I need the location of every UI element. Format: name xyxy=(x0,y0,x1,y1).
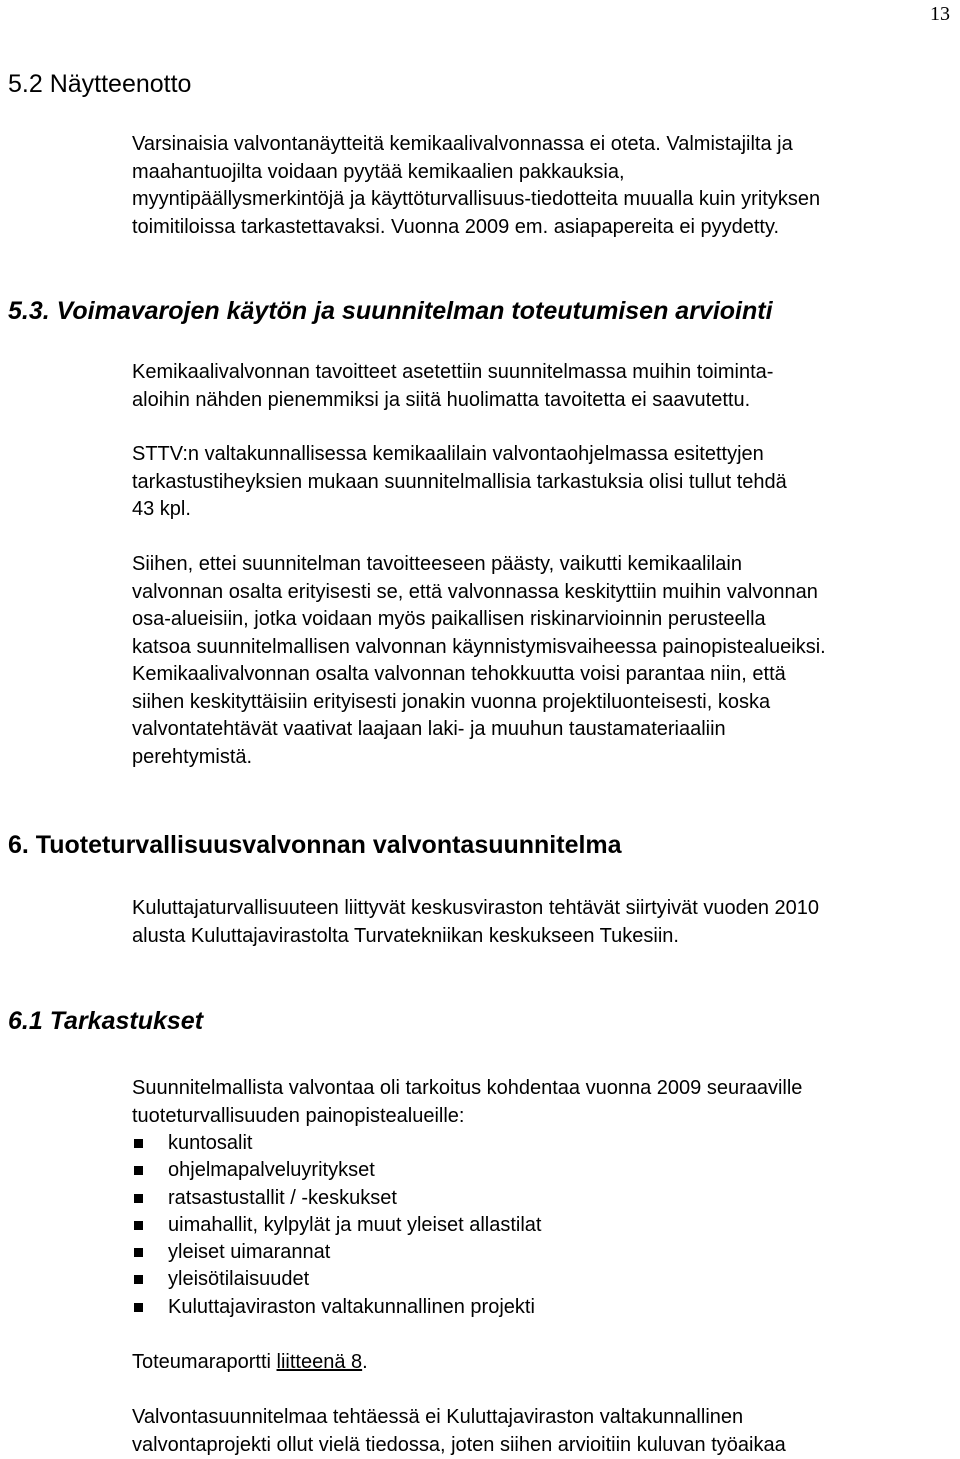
section-5-3-paragraph-2 xyxy=(132,441,954,524)
section-6-1-closing xyxy=(132,1404,954,1459)
text-line: maahantuojilta voidaan pyytää kemikaalien pakkauksia, xyxy=(132,160,625,183)
text-line: valvontatehtävät vaativat laajaan laki- ja muuhun taustamateriaaliin xyxy=(132,718,726,740)
list-item xyxy=(132,1157,542,1184)
list-item xyxy=(132,1212,542,1239)
text-line: Siihen, ettei suunnitelman tavoitteeseen päästy, vaikutti kemikaalilain xyxy=(132,553,742,575)
list-item-text: Kuluttajaviraston valtakunnallinen projekti xyxy=(168,1295,535,1318)
section-heading-6: 6. Tuoteturvallisuusvalvonnan valvontasuunnitelma xyxy=(8,831,622,859)
square-bullet-icon xyxy=(134,1303,143,1312)
report-prefix: Toteumaraportti xyxy=(132,1351,277,1373)
list-item xyxy=(132,1294,542,1321)
text-line: katsoa suunnitelmallisen valvonnan käynnistymisvaiheessa painopistealueiksi. xyxy=(132,635,826,658)
list-item xyxy=(132,1266,542,1293)
text-line: STTV:n valtakunnallisessa kemikaalilain valvontaohjelmassa esitettyjen xyxy=(132,443,764,465)
text-line: tuoteturvallisuuden painopistealueille: xyxy=(132,1104,465,1127)
square-bullet-icon xyxy=(134,1275,143,1284)
square-bullet-icon xyxy=(134,1139,143,1148)
text-line: Kuluttajaturvallisuuteen liittyvät keskusviraston tehtävät siirtyivät vuoden 2010 xyxy=(132,897,820,919)
list-item xyxy=(132,1185,542,1212)
text-line: Suunnitelmallista valvontaa oli tarkoitus kohdentaa vuonna 2009 seuraaville xyxy=(132,1077,803,1099)
list-item-text: ratsastustallit / -keskukset xyxy=(168,1186,397,1209)
square-bullet-icon xyxy=(134,1221,143,1230)
section-heading-5-3: 5.3. Voimavarojen käytön ja suunnitelman toteutumisen arviointi xyxy=(8,297,773,325)
focus-area-list xyxy=(132,1130,542,1321)
section-6-1-intro xyxy=(132,1075,954,1130)
square-bullet-icon xyxy=(134,1166,143,1175)
square-bullet-icon xyxy=(134,1248,143,1257)
text-line: Valvontasuunnitelmaa tehtäessä ei Kuluttajaviraston valtakunnallinen xyxy=(132,1406,744,1428)
appendix-link[interactable]: liitteenä 8 xyxy=(276,1351,363,1373)
list-item xyxy=(132,1239,542,1266)
list-item-text: kuntosalit xyxy=(168,1132,253,1154)
list-item-text: yleiset uimarannat xyxy=(168,1241,331,1264)
square-bullet-icon xyxy=(134,1194,143,1203)
text-line: myyntipäällysmerkintöjä ja käyttöturvallisuus-tiedotteita muualla kuin yrityksen xyxy=(132,188,821,210)
text-line: Kemikaalivalvonnan tavoitteet asetettiin suunnitelmassa muihin toiminta- xyxy=(132,361,774,383)
text-line: siihen keskityttäisiin erityisesti jonakin vuonna projektiluonteisesti, koska xyxy=(132,690,771,713)
section-5-2-paragraph xyxy=(132,131,954,241)
text-line: perehtymistä. xyxy=(132,745,253,768)
text-line: Varsinaisia valvontanäytteitä kemikaalivalvonnassa ei oteta. Valmistajilta ja xyxy=(132,133,793,155)
section-heading-5-2: 5.2 Näytteenotto xyxy=(8,70,192,98)
page-number: 13 xyxy=(930,3,950,25)
section-5-3-paragraph-1 xyxy=(132,359,954,414)
text-line: tarkastustiheyksien mukaan suunnitelmallisia tarkastuksia olisi tullut tehdä xyxy=(132,470,787,493)
text-line: valvontaprojekti ollut vielä tiedossa, joten siihen arvioitiin kuluvan työaikaa xyxy=(132,1433,786,1456)
section-heading-6-1: 6.1 Tarkastukset xyxy=(8,1007,204,1035)
text-line: aloihin nähden pienemmiksi ja siitä huolimatta tavoitetta ei saavutettu. xyxy=(132,388,751,411)
list-item-text: uimahallit, kylpylät ja muut yleiset allastilat xyxy=(168,1213,542,1236)
text-line: alusta Kuluttajavirastolta Turvatekniikan keskukseen Tukesiin. xyxy=(132,924,679,947)
text-line: 43 kpl. xyxy=(132,498,191,520)
section-6-paragraph xyxy=(132,895,954,950)
text-line: osa-alueisiin, jotka voidaan myös paikallisen riskinarvioinnin perusteella xyxy=(132,608,766,630)
list-item-text: ohjelmapalveluyritykset xyxy=(168,1159,375,1182)
section-5-3-paragraph-3 xyxy=(132,551,954,771)
list-item xyxy=(132,1130,542,1157)
list-item-text: yleisötilaisuudet xyxy=(168,1268,310,1291)
report-reference xyxy=(132,1349,954,1377)
text-line: toimitiloissa tarkastettavaksi. Vuonna 2009 em. asiapapereita ei pyydetty. xyxy=(132,215,780,238)
report-suffix: . xyxy=(362,1351,368,1373)
text-line: Kemikaalivalvonnan osalta valvonnan tehokkuutta voisi parantaa niin, että xyxy=(132,663,786,685)
text-line: valvonnan osalta erityisesti se, että valvonnassa keskityttiin muihin valvonnan xyxy=(132,580,818,603)
